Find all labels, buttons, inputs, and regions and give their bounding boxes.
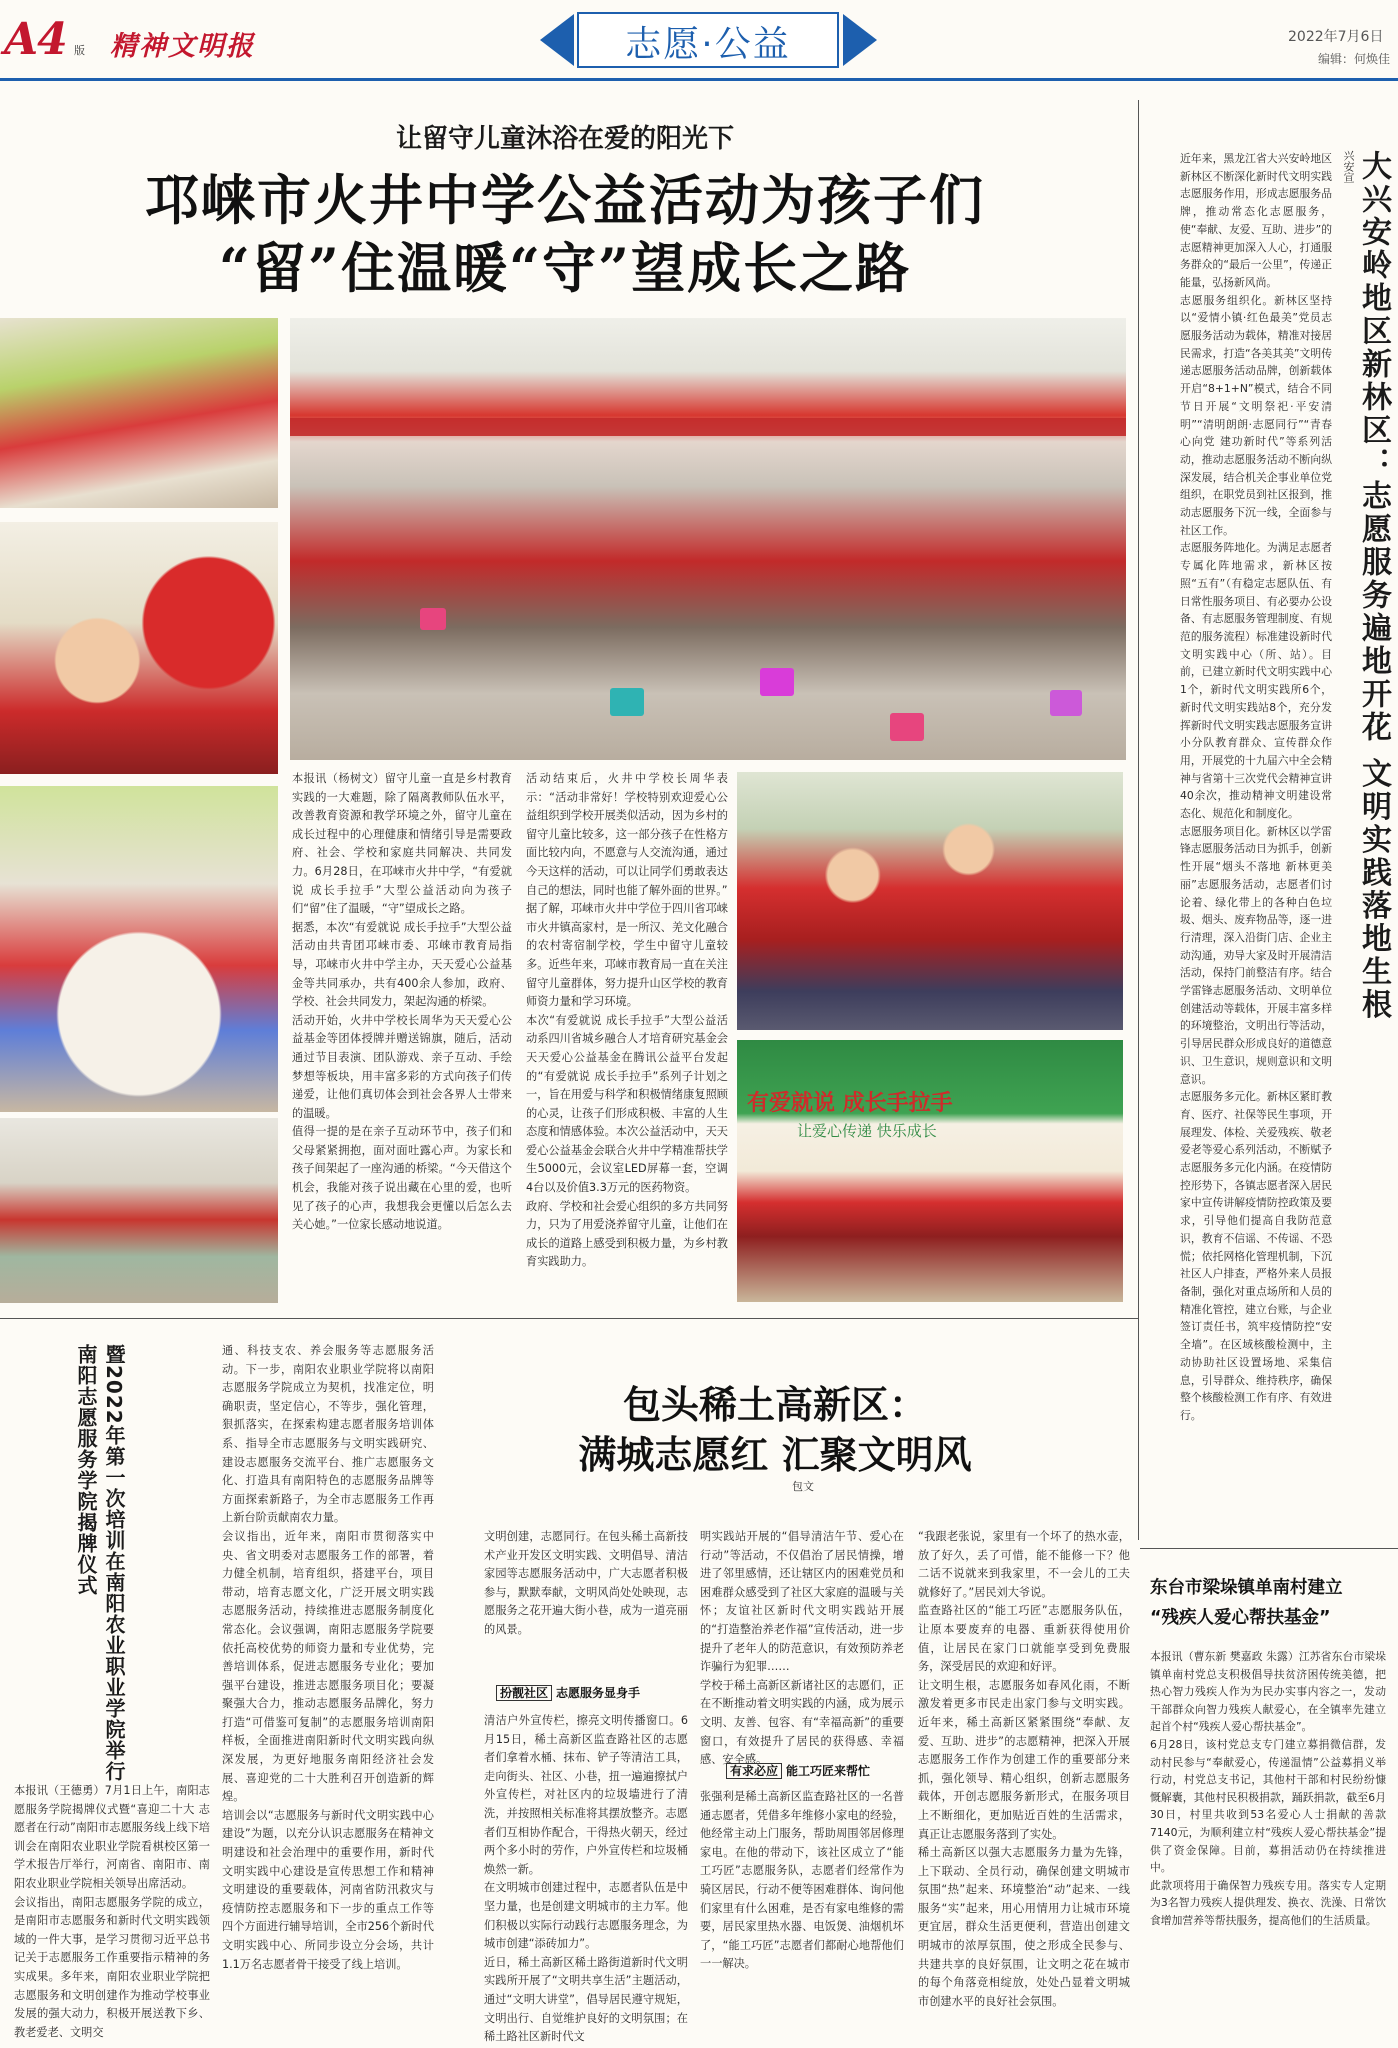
story4-subhead-1 — [496, 1684, 640, 1701]
section-left-arrow — [540, 14, 574, 66]
photo-children-drawing — [0, 786, 278, 1112]
story4-byline: 包文 — [792, 1480, 814, 1493]
story4-headline-line1: 包头稀土高新区： — [622, 1382, 927, 1427]
paper-name: 精神文明报 — [110, 31, 255, 62]
story2-headline: 大兴安岭地区新林区：志愿服务遍地开花 文明实践落地生根 — [1356, 150, 1391, 1022]
story1-column-2: 活动结束后，火井中学校长周华表示：“活动非常好！学校特别欢迎爱心公益组织到学校开展类似活动，因为乡村的留守儿童比较多，这一部分孩子在性格方面比较内向，不愿意与人交流沟通，通过今天这样的活动，可以让同学们勇敢表达自己的想法，同时也能了解外面的世界。” 据了解，邛崃市火井中学位于四川省邛崃市火井镇高家村，是一所汉、羌文化融合的农村寄宿制学校，学生中留守儿童较多。近些年来，邛崃市教育局一直在关注留守儿童群体，努力提升山区学校的教育师资力量和学习环境。 本次“有爱就说 成长手拉手”大型公益活动系四川省城乡融合人才培育研究基金会天天爱心公益基金在腾讯公益平台发起的“有爱就说 成长手拉手”系列子计划之一，旨在用爱与科学和积极情绪康复照顾的心灵，让孩子们形成积极、丰富的人生态度和情感体验。本次公益活动中，天天爱心公益基金会联合火井中学精准帮扶学生5000元，会议室LED屏幕一套，空调4台以及价值3.3万元的医药物资。 政府、学校和社会爱心组织的多方共同努力，只为了用爱浇养留守儿童，让他们在成长的道路上感受到积极力量，为乡村教育实践助力。 — [526, 772, 728, 1269]
page-suffix: 版 — [74, 44, 85, 57]
story4-subhead-2-tag: 有求必应 — [726, 1763, 782, 1779]
stage-banner-text: 有爱就说 成长手拉手 — [747, 1091, 953, 1116]
stool-2 — [610, 688, 644, 716]
right-rail-divider — [1138, 100, 1139, 1540]
story3-column-1: 本报讯（王德勇）7月1日上午，南阳志愿服务学院揭牌仪式暨“喜迎二十大 志愿者在行动”南阳市志愿服务线上线下培训会在南阳农业职业学院看棋校区第一学术报告厅举行，河南省、南阳市、南阳农业职业学院相关领导出席活动。 会议指出，南阳志愿服务学院的成立，是南阳市志愿服务和新时代文明实践领域的一件大事，是学习贯彻习近平总书记关于志愿服务工作重要指示精神的务实成果。多年来，南阳农业职业学院把志愿服务和文明创建作为推动学校事业发展的强大动力，积极开展送教下乡、教老爱老、文明交 — [14, 1784, 210, 2039]
story5-body: 本报讯（曹东新 樊嘉政 朱露）江苏省东台市梁垛镇单南村党总支积极倡导扶贫济困传统美德，把热心智力残疾人作为为民办实事内容之一，发动干部群众向智力残疾人献爱心，在全镇率先建立起首个村“残疾人爱心帮扶基金”。 6月28日，该村党总支专门建立募捐微信群，发动村民参与“奉献爱心，传递温情”公益募捐义举行动，村党总支书记，其他村干部和村民纷纷慷慨解囊，其他村民积极捐款，踊跃捐款，截至6月30日，村里共收到53名爱心人士捐献的善款7140元，为顺利建立村“残疾人爱心帮扶基金”提供了资金保障。目前，募捐活动仍在持续推进中。 此款项将用于确保智力残疾专用。落实专人定期为3名智力残疾人提供理发、换衣、洗澡、日常饮食增加营养等帮扶服务，提高他们的生活质量。 — [1150, 1650, 1386, 1927]
story4-subhead-1-tag: 扮靓社区 — [496, 1685, 552, 1701]
story2-tag: 兴安宣 — [1342, 150, 1355, 183]
story3-headline-main: 南阳志愿服务学院揭牌仪式 — [74, 1344, 98, 1596]
story1-headline-line2: “留”住温暖“守”望成长之路 — [218, 236, 912, 300]
stool-5 — [1050, 690, 1082, 716]
issue-date: 2022年7月6日 — [1288, 29, 1384, 45]
editor-credit: 编辑：何焕佳 — [1318, 52, 1391, 66]
story5-headline-line2: “残疾人爱心帮扶基金” — [1150, 1608, 1331, 1628]
masthead-rule — [0, 78, 1398, 81]
photo-volunteers-group — [0, 318, 278, 508]
story4-column-2b: 张强利是稀土高新区监查路社区的一名普通志愿者，凭借多年维修小家电的经验，他经常主动上门服务，帮助周围邻居修理家电。在他的带动下，该社区成立了“能工巧匠”志愿服务队，志愿者们经常作为骑区居民，行动不便等困难群体、询问他们家里有什么困难，是否有家电维修的需要，居民家里热水器、电饭煲、油烟机坏了，“能工巧匠”志愿者们都耐心地帮他们一一解决。 — [700, 1790, 904, 1971]
story3-column-2: 通、科技支农、养会服务等志愿服务活动。下一步，南阳农业职业学院将以南阳志愿服务学院成立为契机，找准定位，明确职责，坚定信心，不等步，强化管理，狠抓落实，在探索构建志愿者服务培训体系、指导全市志愿服务与文明实践研究、建设志愿服务交流平台、推广志愿服务文化、打造具有南阳特色的志愿服务品牌等方面探索新路子，为全市志愿服务工作再上新台阶贡献南农力量。 会议指出，近年来，南阳市贯彻落实中央、省文明委对志愿服务工作的部署，着力健全机制，培育组织，搭建平台，项目带动，培育志愿文化，广泛开展文明实践志愿服务活动，持续推进志愿服务制度化常态化。会议强调，南阳志愿服务学院要依托高校优势的师资力量和专业优势，完善培训体系，促进志愿服务专业化；要加强平台建设，推进志愿服务项目化；要凝聚强大合力，推动志愿服务品牌化，努力打造“可借鉴可复制”的志愿服务培训南阳样板，全面推进南阳新时代文明实践向纵深发展，为更好地服务南阳经济社会发展、喜迎党的二十大胜利召开创造新的辉煌。 培训会以“志愿服务与新时代文明实践中心建设”为题，以充分认识志愿服务在精神文明建设和社会治理中的重要作用，新时代文明实践中心建设是宣传思想工作和精神文明建设的重要载体，河南省防汛救灾与疫情防控志愿服务和下一步的重点工作等四个方面进行辅导培训，全市256个新时代文明实践中心、所同步设立分会场，共计1.1万名志愿者骨干接受了线上培训。 — [222, 1344, 434, 1971]
section-right-arrow — [843, 14, 877, 66]
stool-3 — [760, 668, 794, 696]
masthead — [0, 0, 1398, 80]
story5-headline-line1: 东台市梁垛镇单南村建立 — [1150, 1578, 1343, 1598]
story4-headline-line2: 满城志愿红 汇聚文明风 — [578, 1432, 972, 1477]
story4-subhead-2 — [726, 1762, 870, 1779]
section-title: 志愿·公益 — [625, 24, 791, 65]
photo-stage-event — [737, 1040, 1123, 1302]
photo-students-cheering — [737, 772, 1123, 1030]
photo-parent-child-hug — [290, 318, 1126, 760]
story4-column-1b: 清洁户外宣传栏，擦亮文明传播窗口。6月15日，稀土高新区监查路社区的志愿者们拿着水桶、抹布、铲子等清洁工具，走向街头、社区、小巷，扭一遍遍擦拭户外宣传栏，对社区内的垃圾墙进行了清洗，并按照相关标准将其摆放整齐。志愿者们互相协作配合，干得热火朝天，经过两个多小时的劳作，户外宣传栏和垃圾桶焕然一新。 在文明城市创建过程中，志愿者队伍是中坚力量，也是创建文明城市的主力军。他们积极以实际行动践行志愿服务理念，为城市创建“添砖加力”。 近日，稀土高新区稀土路街道新时代文明实践所开展了“文明共享生活”主题活动，通过“文明大讲堂”，倡导居民遵守规矩，文明出行、自觉维护良好的文明氛围；在稀土路社区新时代文 — [484, 1714, 688, 2044]
story1-column-1: 本报讯（杨树文）留守儿童一直是乡村教育实践的一大难题，除了隔离教师队伍水平，改善教育资源和教学环境之外，留守儿童在成长过程中的心理健康和情绪引导是需要政府、社会、学校和家庭共同解决、共同发力。6月28日，在邛崃市火井中学，“有爱就说 成长手拉手”大型公益活动向为孩子们“留”住了温暖，“守”望成长之路。 据悉，本次“有爱就说 成长手拉手”大型公益活动由共青团邛崃市委、邛崃市教育局指导，邛崃市火井中学主办，天天爱心公益基金等共同承办，共有400余人参加，政府、学校、社会共同发力，架起沟通的桥梁。 活动开始，火井中学校长周华为天天爱心公益基金等团体授牌并赠送锦旗，随后，活动通过节目表演、团队游戏、亲子互动、手绘梦想等板块，用丰富多彩的方式向孩子们传递爱，让他们真切体会到社会各界人士带来的温暖。 值得一提的是在亲子互动环节中，孩子们和父母紧紧拥抱，面对面吐露心声。为家长和孩子间架起了一座沟通的桥梁。“今天借这个机会，我能对孩子说出藏在心里的爱，也听见了孩子的心声，我想我会更懂以后怎么去关心她。”一位家长感动地说道。 — [292, 772, 512, 1232]
page-label: A4 — [4, 14, 67, 65]
story4-column-2a: 明实践站开展的“倡导清洁午节、爱心在行动”等活动，不仅倡治了居民情操，增进了邻里感情，还让辖区内的困难党员和困难群众感受到了社区大家庭的温暖与关怀；友谊社区新时代文明实践站开展的“打造整治养老作福”宣传活动，进一步提升了老年人的防范意识，有效预防养老诈骗行为犯罪…… 学校于稀土高新区新诸社区的志愿们，正在不断推动着文明实践的内涵，成为展示文明、友善、包容、有“幸福高新”的重要窗口，有效提升了居民的获得感、幸福感、安全感。 — [700, 1530, 904, 1767]
stool-1 — [420, 608, 446, 630]
story4-column-3: “我跟老张说，家里有一个坏了的热水壶，放了好久，丢了可惜，能不能修一下？他二话不说就来到我家里，不一会儿的工夫就修好了。”居民刘大爷说。 监查路社区的“能工巧匠”志愿服务队伍，让原本要废弃的电器、重新获得使用价值，让居民在家门口就能享受到免费服务，深受居民的欢迎和好评。 让文明生根，志愿服务如春风化雨，不断激发着更多市民走出家门参与文明实践。近年来，稀土高新区紧紧围绕“奉献、友爱、互助、进步”的志愿精神，把深入开展志愿服务工作作为创建工作的重要部分来抓，强化领导、精心组织，创新志愿服务载体，开创志愿服务新形式，在服务项目上不断细化，更加贴近百姓的生活需求，真正让志愿服务落到了实处。 稀土高新区以强大志愿服务力量为先锋，上下联动、全员行动，确保创建文明城市氛围“热”起来、环境整治“动”起来、一线服务“实”起来，用心用情用力让城市环境更宜居，群众生活更便利，营造出创建文明城市的浓厚氛围，使之形成全民参与、共建共享的良好氛围，让文明之花在城市的每个角落竞相绽放，处处凸显着文明城市创建水平的良好社会氛围。 — [918, 1530, 1130, 2008]
story1-headline-line1: 邛崃市火井中学公益活动为孩子们 — [145, 168, 985, 232]
section-divider — [0, 1318, 1138, 1319]
stool-4 — [890, 713, 924, 741]
story4-subhead-1-text: 志愿服务显身手 — [556, 1686, 641, 1700]
story3-headline-sub: 暨2022年第一次培训在南阳农业职业学院举行 — [102, 1344, 126, 1782]
stage-banner-subtext: 让爱心传递 快乐成长 — [797, 1122, 937, 1140]
banner-strip — [290, 418, 1126, 436]
story4-column-1a: 文明创建，志愿同行。在包头稀土高新技术产业开发区文明实践、文明倡导、清洁家园等志愿服务活动中，广大志愿者积极参与，默默奉献，文明风尚处处映现，志愿服务之花开遍大街小巷，成为一道亮丽的风景。 — [484, 1530, 688, 1636]
story2-body: 近年来，黑龙江省大兴安岭地区新林区不断深化新时代文明实践志愿服务作用，形成志愿服务品牌，推动常态化志愿服务，使“奉献、友爱、互助、进步”的志愿精神更加深入人心，打通服务群众的“最后一公里”，传递正能量，弘扬新风尚。 志愿服务组织化。新林区坚持以“爱情小镇·红色最美”党员志愿服务活动为载体，精准对接居民需求，打造“各美其美”文明传递志愿服务活动品牌，创新载体开启“8+1+N”模式，结合不同节日开展“文明祭祀·平安清明”“清明朗朗·志愿同行”“青春心向党 建功新时代”等系列活动，推动志愿服务活动不断向纵深发展，结合机关企事业单位党组织，在职党员到社区报到，推动志愿服务下沉一线，全面参与社区工作。 志愿服务阵地化。为满足志愿者专属化阵地需求，新林区按照“五有”（有稳定志愿队伍、有日常性服务项目、有必要办公设备、有志愿服务管理制度、有规范的服务流程）标准建设新时代文明实践中心（所、站）。目前，已建立新时代文明实践中心1个，新时代文明实践所6个，新时代文明实践站8个，充分发挥新时代文明实践志愿服务宣讲小分队教育群众、宣传群众作用，开展党的十九届六中全会精神与省第十三次党代会精神宣讲40余次，推动精神文明建设常态化、规范化和制度化。 志愿服务项目化。新林区以学雷锋志愿服务活动日为抓手，创新性开展“烟头不落地 新林更美丽”志愿服务活动，志愿者们讨论着、绿化带上的各种白色垃圾、烟头、废弃物品等，逐一进行清理，深入沿街门店、企业主动沟通，劝导大家及时开展清洁活动，保持门前整洁有序。结合学雷锋志愿服务活动、文明单位创建活动等载体，开展丰富多样的环境整治，文明出行等活动，引导居民群众形成良好的道德意识、卫生意识，规则意识和文明意识。 志愿服务多元化。新林区紧盯教育、医疗、社保等民生事项，开展理发、体检、关爱残疾、敬老爱老等爱心系列活动，不断赋予志愿服务多元化内涵。在疫情防控形势下，各镇志愿者深入居民家中宣传讲解疫情防控政策及要求，引导他们提高自我防范意识，教育不信谣、不传谣、不恐慌；依托网格化管理机制，下沉社区人户排查，严格外来人员报备制，强化对重点场所和人员的精准化管控，建立台账，与企业签订责任书，筑牢疫情防控“安全墙”。在区域核酸检测中，主动协助社区设置场地、采集信息，引导群众、维持秩序，确保整个核酸检测工作有序、有效进行。 — [1180, 152, 1332, 1422]
story5-top-rule — [1140, 1548, 1398, 1549]
photo-face-painting — [0, 522, 278, 774]
photo-hall-overview — [0, 1118, 278, 1303]
story1-kicker: 让留守儿童沐浴在爱的阳光下 — [395, 124, 734, 154]
story4-subhead-2-text: 能工巧匠来帮忙 — [786, 1764, 871, 1778]
